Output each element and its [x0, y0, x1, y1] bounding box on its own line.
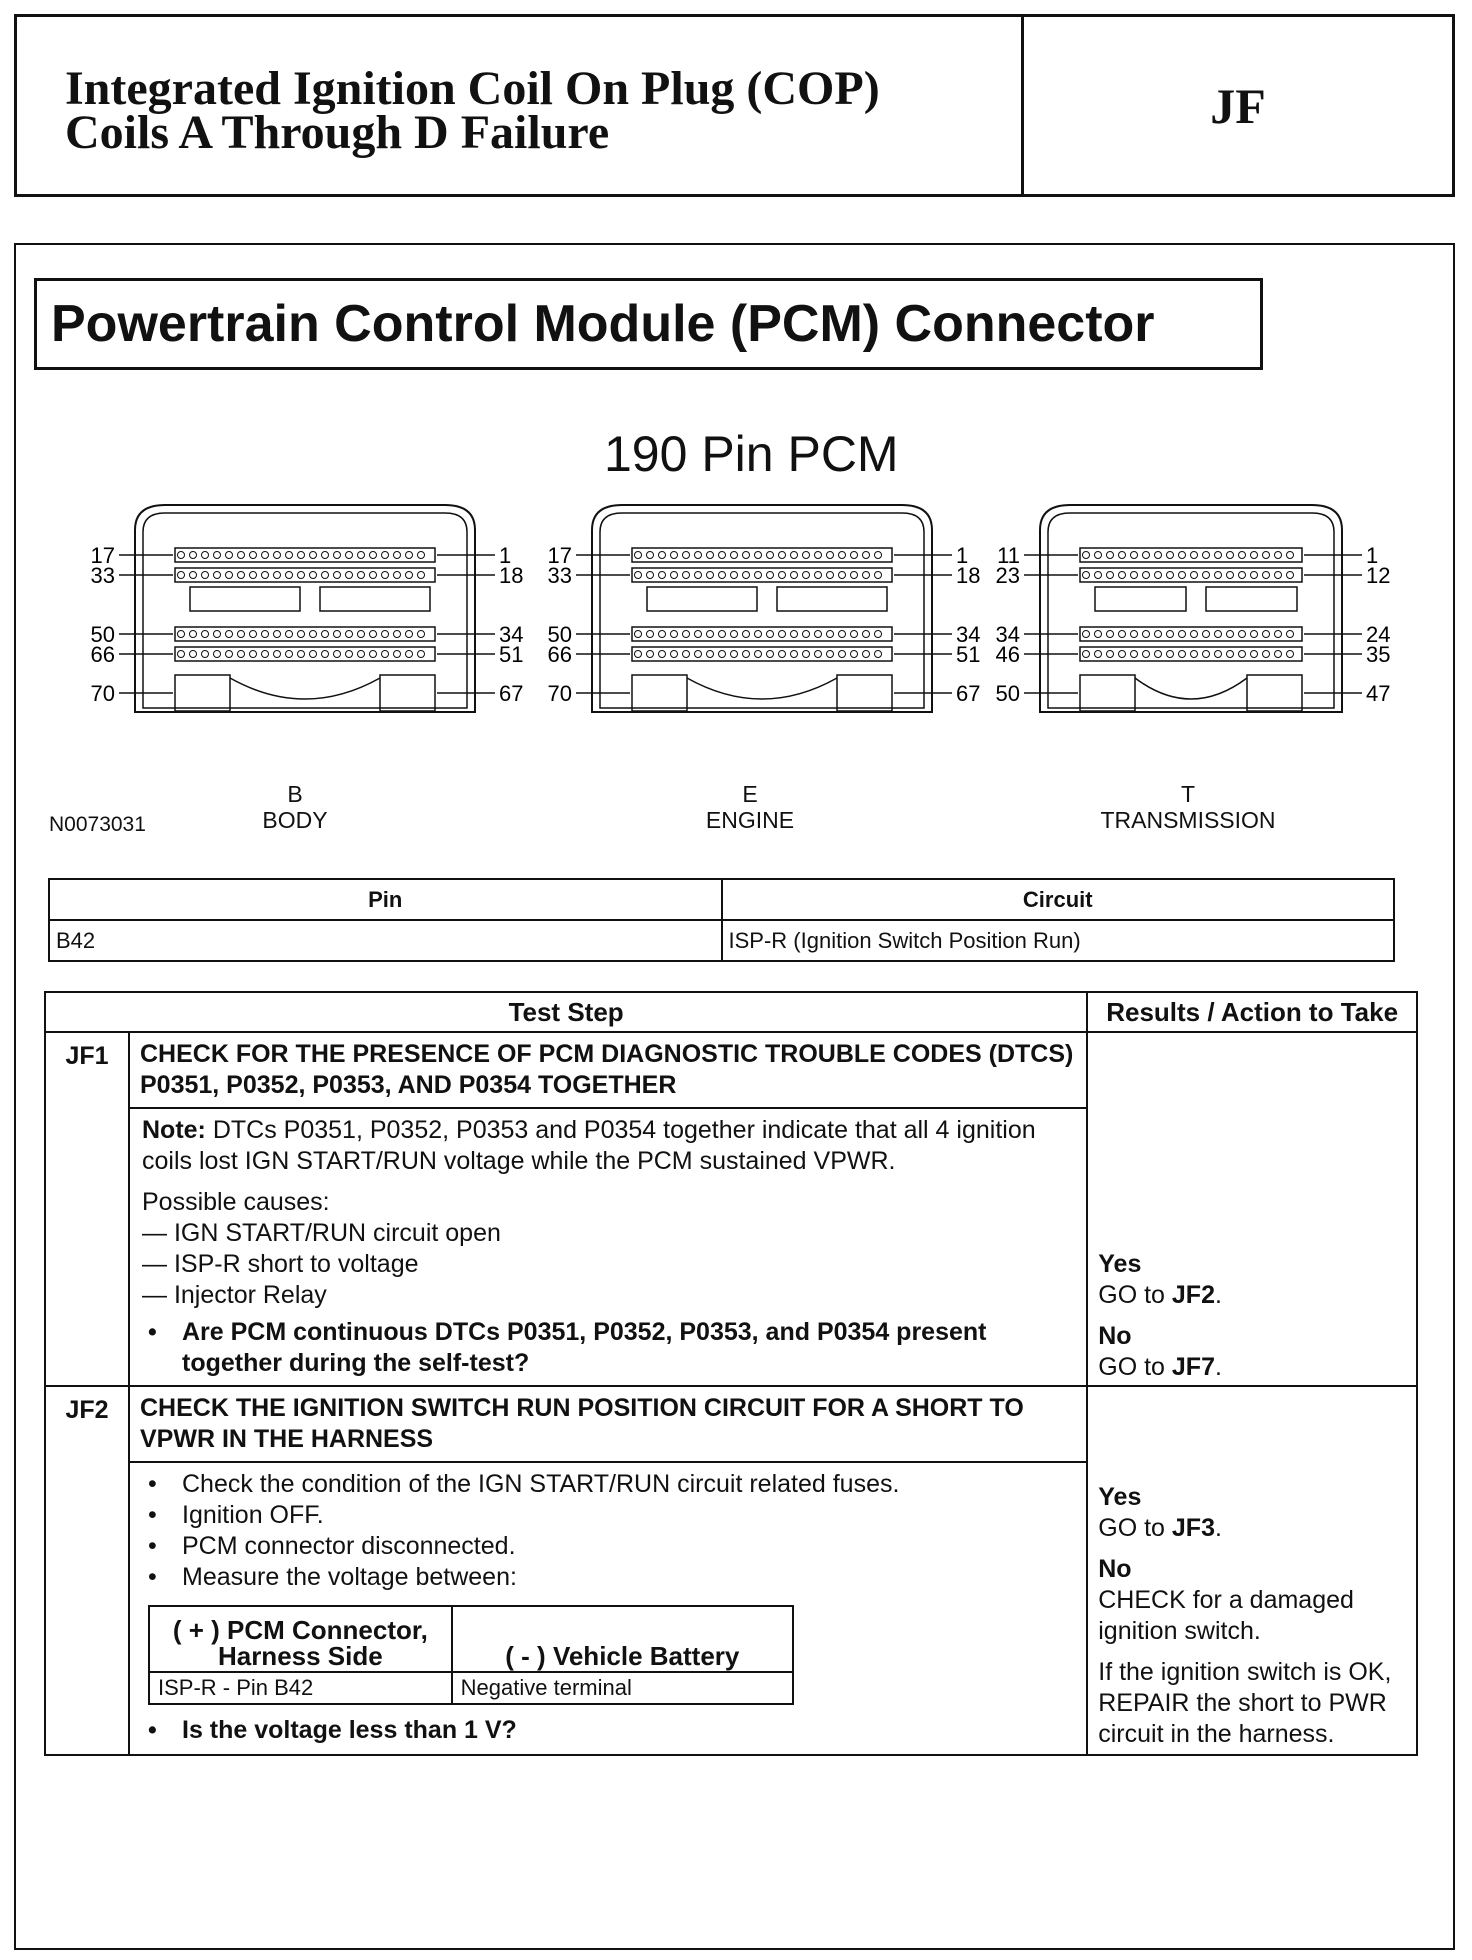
jf1-no-action: GO to JF7.: [1098, 1353, 1222, 1381]
list-item: • Ignition OFF.: [142, 1500, 1074, 1531]
connector-t-right-pin-number: 12: [1366, 563, 1391, 588]
steps-header-row: [45, 992, 1417, 1032]
figure-id: N0073031: [49, 813, 146, 836]
connector-t-right-pin-number: 35: [1366, 642, 1391, 667]
step-body-jf1: [129, 1108, 1087, 1386]
jf1-yes-link[interactable]: JF2: [1171, 1281, 1215, 1309]
connector-e-left-pin-number: 33: [547, 563, 572, 588]
pin-header: Pin: [49, 879, 722, 920]
measure-negative-header: ( - ) Vehicle Battery: [452, 1606, 793, 1672]
connector-e-curve: [687, 678, 837, 699]
title-line-1: Integrated Ignition Coil On Plug (COP): [65, 62, 880, 115]
connector-b-left-pin-number: 17: [90, 543, 115, 568]
jf2-yes-text: GO to: [1098, 1514, 1172, 1542]
connector-t-left-pin-number: 34: [995, 622, 1020, 647]
jf1-yes-label: Yes: [1098, 1250, 1142, 1278]
connector-b-left-pin-number: 70: [90, 681, 115, 706]
step-id-jf2: JF2: [45, 1386, 129, 1462]
step-title-jf1: CHECK FOR THE PRESENCE OF PCM DIAGNOSTIC TROUBLE CODES (DTCS) P0351, P0352, P0353, AND P0354 TOGETHER: [129, 1032, 1087, 1108]
connector-e-label: [690, 781, 810, 833]
connector-e-slot: [647, 587, 757, 611]
connector-b-name: BODY: [262, 807, 328, 833]
connector-e-shell: [592, 505, 932, 712]
connector-b-right-pin-number: 51: [499, 642, 524, 667]
connector-e-power-block: [837, 675, 892, 711]
jf2-no-text-2: If the ignition switch is OK, REPAIR the short to PWR circuit in the harness.: [1098, 1658, 1392, 1748]
connector-t-label: [1088, 781, 1288, 833]
connector-drawing: [60, 490, 1410, 770]
jf1-no-text: GO to: [1098, 1353, 1172, 1381]
connector-b-left-pin-number: 50: [90, 622, 115, 647]
connector-b-letter: B: [287, 781, 303, 807]
list-item: • PCM connector disconnected.: [142, 1531, 1074, 1562]
connector-e-right-pin-number: 51: [956, 642, 981, 667]
step-body-jf2: [129, 1462, 1087, 1755]
connector-b-power-block: [380, 675, 435, 711]
results-jf1: [1087, 1032, 1417, 1386]
connector-t-curve: [1135, 678, 1247, 699]
connector-t-power-block: [1080, 675, 1135, 711]
jf1-causes-list: [142, 1218, 1074, 1311]
connector-t-left-pin-number: 23: [995, 563, 1020, 588]
connector-t-left-pin-number: 50: [995, 681, 1020, 706]
connector-b-left-pin-number: 33: [90, 563, 115, 588]
circuit-header: Circuit: [722, 879, 1395, 920]
measure-negative-cell: Negative terminal: [452, 1672, 793, 1704]
jf1-note-label: Note:: [142, 1116, 206, 1144]
connector-e-power-block: [632, 675, 687, 711]
jf2-question-list: [142, 1715, 1074, 1746]
jf1-no-label: No: [1098, 1322, 1132, 1350]
connector-e-right-pin-number: 34: [956, 622, 981, 647]
connector-t-right-pin-number: 24: [1366, 622, 1391, 647]
page-header: [14, 14, 1455, 197]
list-item: • Check the condition of the IGN START/RUN circuit related fuses.: [142, 1469, 1074, 1500]
jf1-yes-action: GO to JF2.: [1098, 1281, 1222, 1309]
table-row: [149, 1672, 793, 1704]
jf1-question-list: [142, 1317, 1074, 1379]
jf1-note-text: DTCs P0351, P0352, P0353 and P0354 together indicate that all 4 ignition coils lost IGN START/RUN voltage while the PCM sustained VPWR.: [142, 1116, 1036, 1175]
measure-positive-cell: ISP-R - Pin B42: [149, 1672, 452, 1704]
connector-e-right-pin-number: 1: [956, 543, 969, 568]
connector-e-left-pin-number: 70: [547, 681, 572, 706]
connector-b-slot: [320, 587, 430, 611]
connector-e-name: ENGINE: [705, 807, 795, 833]
pcm-connector-diagram: [60, 490, 1410, 775]
connector-t-right-pin-number: 1: [1366, 543, 1379, 568]
connector-t-name: TRANSMISSION: [1100, 807, 1276, 833]
pcm-label: 190 Pin PCM: [604, 426, 899, 482]
jf2-question: • Is the voltage less than 1 V?: [142, 1715, 1074, 1746]
step-title-jf2: CHECK THE IGNITION SWITCH RUN POSITION CIRCUIT FOR A SHORT TO VPWR IN THE HARNESS: [129, 1386, 1087, 1462]
connector-e-letter: E: [742, 781, 758, 807]
jf2-no-text: CHECK for a damaged ignition switch.: [1098, 1586, 1354, 1645]
circuit-cell: ISP-R (Ignition Switch Position Run): [722, 920, 1395, 961]
list-item: — ISP-R short to voltage: [142, 1250, 419, 1278]
jf1-question: • Are PCM continuous DTCs P0351, P0352, P0353, and P0354 present together during the self-test?: [142, 1317, 1074, 1379]
list-item: — Injector Relay: [142, 1281, 327, 1309]
page-title: [65, 62, 880, 159]
step-id-jf1: JF1: [45, 1032, 129, 1108]
connector-t-left-pin-number: 11: [997, 543, 1020, 568]
results-header: Results / Action to Take: [1087, 992, 1417, 1032]
title-line-2: Coils A Through D Failure: [65, 106, 610, 159]
list-item: — IGN START/RUN circuit open: [142, 1219, 501, 1247]
pin-cell: B42: [49, 920, 722, 961]
connector-title: Powertrain Control Module (PCM) Connector: [34, 278, 1263, 370]
jf2-yes-link[interactable]: JF3: [1171, 1514, 1215, 1542]
connector-e-left-pin-number: 17: [547, 543, 572, 568]
jf2-yes-label: Yes: [1098, 1483, 1142, 1511]
pin-circuit-table: [48, 878, 1395, 962]
connector-b-right-pin-number: 1: [499, 543, 512, 568]
connector-t-slot: [1095, 587, 1186, 611]
jf1-yes-text: GO to: [1098, 1281, 1172, 1309]
jf2-no-label: No: [1098, 1555, 1132, 1583]
results-jf2: [1087, 1386, 1417, 1755]
step-jf2-title-row: [45, 1386, 1417, 1462]
connector-b-left-pin-number: 66: [90, 642, 115, 667]
measurement-table: [148, 1605, 794, 1705]
connector-b-slot: [190, 587, 300, 611]
table-row: [49, 920, 1394, 961]
jf2-bullet-list: [142, 1469, 1074, 1593]
connector-e-right-pin-number: 18: [956, 563, 981, 588]
connector-b-right-pin-number: 18: [499, 563, 524, 588]
section-code: JF: [1210, 77, 1266, 134]
connector-b-right-pin-number: 67: [499, 681, 524, 706]
jf2-yes-action: GO to JF3.: [1098, 1514, 1222, 1542]
connector-e-right-pin-number: 67: [956, 681, 981, 706]
connector-b-right-pin-number: 34: [499, 622, 524, 647]
jf1-causes-label: Possible causes:: [142, 1188, 330, 1216]
step-jf1-title-row: [45, 1032, 1417, 1108]
jf1-no-link[interactable]: JF7: [1171, 1353, 1215, 1381]
connector-b-curve: [230, 678, 380, 699]
jf1-note: [142, 1115, 1074, 1177]
connector-t-power-block: [1247, 675, 1302, 711]
connector-t-slot: [1206, 587, 1297, 611]
table-header-row: [49, 879, 1394, 920]
connector-e-slot: [777, 587, 887, 611]
connector-e-left-pin-number: 66: [547, 642, 572, 667]
measure-positive-header: ( + ) PCM Connector, Harness Side: [149, 1606, 452, 1672]
list-item: • Measure the voltage between:: [142, 1562, 1074, 1593]
connector-e-left-pin-number: 50: [547, 622, 572, 647]
test-steps-table: [44, 991, 1418, 1756]
connector-t-letter: T: [1180, 781, 1196, 807]
connector-b-label: [245, 781, 345, 833]
connector-t-left-pin-number: 46: [995, 642, 1020, 667]
connector-b-shell: [135, 505, 475, 712]
test-step-header: Test Step: [45, 992, 1087, 1032]
connector-b-power-block: [175, 675, 230, 711]
connector-t-right-pin-number: 47: [1366, 681, 1391, 706]
